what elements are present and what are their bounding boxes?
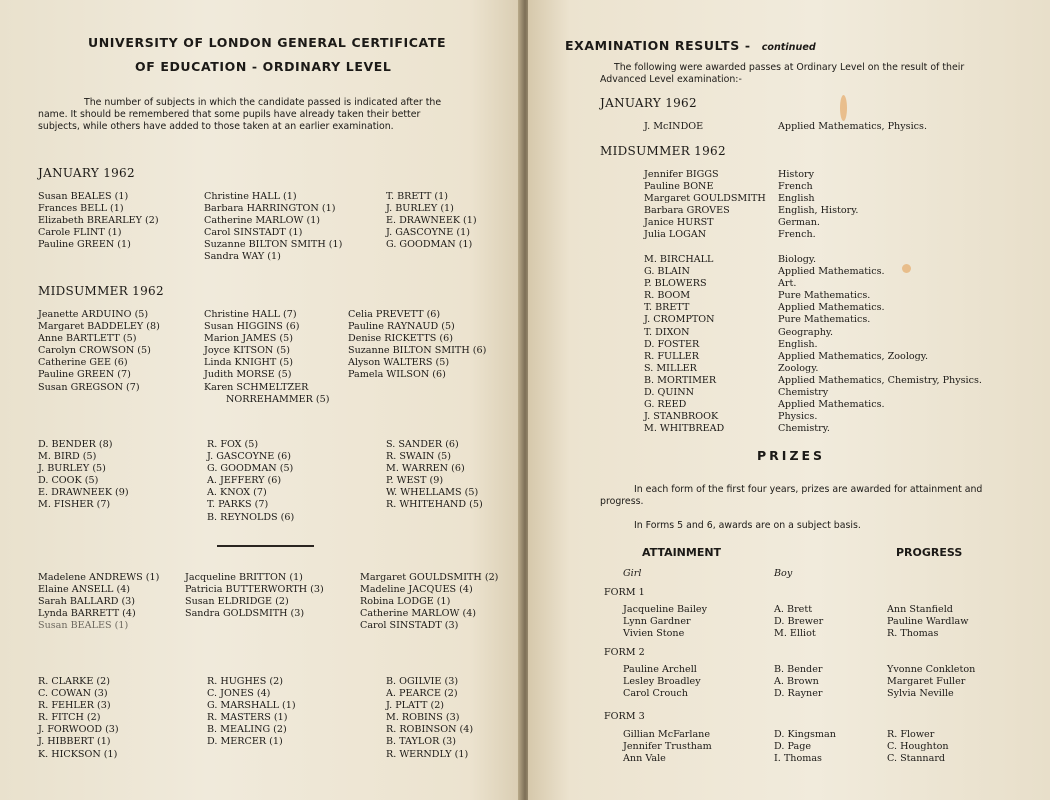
form-1-boys [774, 604, 823, 640]
name-entry: Vivien Stone [623, 628, 685, 640]
name-entry: A. JEFFERY (6) [207, 475, 282, 487]
name-entry: A. Brett [774, 604, 813, 615]
lower-boys-column-2 [207, 676, 296, 749]
subject-entry: Geography. [778, 326, 834, 338]
subject-entry: English [778, 193, 815, 205]
name-entry: Jeanette ARDUINO (5) [38, 309, 149, 320]
name-entry: R. SWAIN (5) [386, 451, 452, 463]
subject-entry: Applied Mathematics. [778, 399, 885, 411]
name-entry: J. CROMPTON [644, 314, 715, 326]
name-entry: M. Elliot [774, 628, 816, 640]
name-entry: G. GOODMAN (5) [207, 463, 294, 475]
name-entry: I. Thomas [774, 753, 822, 765]
form-3-girls [623, 729, 712, 765]
name-entry: T. PARKS (7) [207, 499, 269, 511]
subject-entry: English. [778, 338, 818, 350]
name-entry: R. Flower [887, 729, 935, 740]
name-entry: C. Houghton [887, 741, 949, 753]
form-3-progress [887, 729, 949, 765]
name-entry: Elaine ANSELL (4) [38, 584, 131, 596]
results-title [565, 35, 816, 54]
name-entry: D. Kingsman [774, 729, 836, 740]
name-entry: Catherine MARLOW (1) [204, 215, 321, 227]
name-entry: T. BRETT [644, 302, 690, 314]
name-entry: D. BENDER (8) [38, 439, 113, 450]
subject-entry: Pure Mathematics. [778, 290, 871, 302]
name-entry: J. PLATT (2) [386, 700, 445, 712]
subject-entry: History [778, 169, 814, 180]
name-entry: G. MARSHALL (1) [207, 700, 296, 712]
name-entry: Janice HURST [644, 217, 714, 229]
name-entry: Catherine GEE (6) [38, 357, 128, 369]
jan-column-1 [38, 191, 159, 251]
name-entry: R. BOOM [644, 290, 691, 302]
name-entry: Madeline JACQUES (4) [360, 584, 473, 596]
name-entry: M. WHITBREAD [644, 423, 725, 435]
results-jan-subjects [778, 121, 927, 133]
jan-column-3 [386, 191, 477, 251]
name-entry: Jacqueline Bailey [623, 604, 707, 615]
name-entry: J. STANBROOK [644, 411, 719, 423]
title-line-2: OF EDUCATION - ORDINARY LEVEL [135, 59, 392, 74]
attainment-label: ATTAINMENT [642, 546, 722, 559]
name-entry: G. BLAIN [644, 266, 690, 278]
name-entry: Pauline GREEN (7) [38, 369, 131, 381]
mid-boys-column-3 [386, 439, 483, 512]
name-entry: R. FITCH (2) [38, 712, 101, 724]
name-entry: R. FEHLER (3) [38, 700, 111, 712]
name-entry: Jennifer BIGGS [644, 169, 719, 180]
name-entry: R. CLARKE (2) [38, 676, 110, 687]
name-entry: E. DRAWNEEK (9) [38, 487, 129, 499]
name-entry: J. GASCOYNE (6) [207, 451, 291, 463]
results-jan-heading: JANUARY 1962 [600, 96, 697, 110]
name-entry: Margaret GOULDSMITH (2) [360, 572, 499, 583]
name-entry: T. DIXON [644, 326, 690, 338]
name-entry: Margaret BADDELEY (8) [38, 321, 160, 333]
name-entry: B. REYNOLDS (6) [207, 511, 295, 523]
name-entry: R. ROBINSON (4) [386, 724, 474, 736]
left-page [0, 0, 522, 800]
name-entry: D. QUINN [644, 387, 694, 399]
name-entry: R. Thomas [887, 628, 939, 640]
prizes-heading: PRIZES [757, 448, 826, 463]
subject-entry: Physics. [778, 411, 818, 423]
name-entry: Catherine MARLOW (4) [360, 608, 477, 620]
january-heading: JANUARY 1962 [38, 166, 135, 180]
title-line-1: UNIVERSITY OF LONDON GENERAL CERTIFICATE [88, 35, 447, 50]
subject-entry: Applied Mathematics, Physics. [778, 121, 927, 132]
name-entry: S. SANDER (6) [386, 439, 459, 450]
results-title-text: EXAMINATION RESULTS - [565, 38, 751, 53]
name-entry: J. BURLEY (5) [38, 463, 106, 475]
name-entry: J. BURLEY (1) [386, 203, 454, 215]
name-entry: Frances BELL (1) [38, 203, 124, 215]
name-entry: D. MERCER (1) [207, 736, 283, 748]
lower-boys-column-3 [386, 676, 473, 761]
name-entry: R. FOX (5) [207, 439, 259, 450]
name-entry: M. BIRCHALL [644, 254, 714, 265]
name-entry: W. WHELLAMS (5) [386, 487, 479, 499]
form-2-girls [623, 664, 701, 700]
name-entry: G. REED [644, 399, 687, 411]
name-entry: Pauline Wardlaw [887, 616, 969, 628]
name-entry: Pauline GREEN (1) [38, 239, 131, 251]
midsummer-heading: MIDSUMMER 1962 [38, 284, 164, 298]
name-entry: C. Stannard [887, 753, 946, 765]
name-entry: Elizabeth BREARLEY (2) [38, 215, 159, 227]
form-2-progress [887, 664, 975, 700]
name-entry: Susan BEALES (1) [38, 191, 129, 202]
form-2-label: FORM 2 [604, 647, 645, 658]
name-entry: K. HICKSON (1) [38, 748, 118, 760]
name-entry: M. WARREN (6) [386, 463, 465, 475]
name-entry: B. MORTIMER [644, 374, 717, 386]
lower-girls-column-1 [38, 572, 159, 632]
prizes-paragraph-2: In Forms 5 and 6, awards are on a subject basis. [634, 520, 861, 531]
prizes-paragraph-1-text: In each form of the first four years, prizes are awarded for attainment and progress. [600, 484, 983, 507]
results-intro-text: The following were awarded passes at Ordinary Level on the result of their Advanced Level examination:- [600, 62, 965, 85]
name-entry: D. COOK (5) [38, 475, 99, 487]
name-entry: Lynn Gardner [623, 616, 691, 628]
name-entry: Suzanne BILTON SMITH (1) [204, 239, 343, 251]
subject-entry: Applied Mathematics, Chemistry, Physics. [778, 374, 982, 386]
subject-entry: Applied Mathematics. [778, 302, 885, 314]
name-entry: Gillian McFarlane [623, 729, 711, 740]
results-mid-girls-names [644, 169, 766, 242]
form-1-girls [623, 604, 707, 640]
name-entry: R. HUGHES (2) [207, 676, 284, 687]
form-1-progress [887, 604, 968, 640]
name-entry: Carolyn CROWSON (5) [38, 345, 151, 357]
name-entry: NORREHAMMER (5) [226, 393, 330, 405]
results-mid-girls-subjects [778, 169, 858, 242]
name-entry: Susan GREGSON (7) [38, 381, 140, 393]
subject-entry: Zoology. [778, 362, 819, 374]
name-entry: R. WERNDLY (1) [386, 748, 469, 760]
name-entry: Pauline Archell [623, 664, 697, 675]
name-entry: Carol Crouch [623, 688, 688, 700]
name-entry: Carole FLINT (1) [38, 227, 122, 239]
name-entry: Karen SCHMELTZER [204, 381, 309, 393]
jan-column-2 [204, 191, 342, 264]
subject-entry: French. [778, 229, 816, 241]
subject-entry: Chemistry. [778, 423, 830, 435]
subject-entry: English, History. [778, 205, 859, 217]
name-entry: Sarah BALLARD (3) [38, 596, 136, 608]
name-entry: Celia PREVETT (6) [348, 309, 441, 320]
name-entry: Jacqueline BRITTON (1) [185, 572, 303, 583]
name-entry: B. OGILVIE (3) [386, 676, 459, 687]
name-entry: Robina LODGE (1) [360, 596, 451, 608]
name-entry: G. GOODMAN (1) [386, 239, 473, 251]
name-entry: Barbara HARRINGTON (1) [204, 203, 336, 215]
form-3-boys [774, 729, 836, 765]
name-entry: Susan BEALES (1) [38, 620, 129, 632]
name-entry: D. Brewer [774, 616, 824, 628]
name-entry: P. WEST (9) [386, 475, 444, 487]
name-entry: D. FOSTER [644, 338, 700, 350]
results-jan-names [644, 121, 703, 133]
mid-girls-column-2 [204, 309, 330, 406]
results-intro [600, 62, 1000, 86]
name-entry: M. BIRD (5) [38, 451, 97, 463]
name-entry: D. Page [774, 741, 812, 753]
subject-entry: Applied Mathematics. [778, 266, 885, 278]
name-entry: J. GASCOYNE (1) [386, 227, 470, 239]
name-entry: Anne BARTLETT (5) [38, 333, 137, 345]
name-entry: Marion JAMES (5) [204, 333, 294, 345]
name-entry: Margaret Fuller [887, 676, 966, 688]
name-entry: Carol SINSTADT (3) [360, 620, 459, 632]
name-entry: S. MILLER [644, 362, 697, 374]
name-entry: Jennifer Trustham [623, 741, 712, 753]
name-entry: J. McINDOE [644, 121, 704, 132]
prizes-paragraph-1 [600, 484, 1010, 508]
name-entry: R. WHITEHAND (5) [386, 499, 483, 511]
name-entry: Sandra GOLDSMITH (3) [185, 608, 305, 620]
name-entry: B. Bender [774, 664, 823, 675]
results-mid-heading: MIDSUMMER 1962 [600, 144, 726, 158]
name-entry: Barbara GROVES [644, 205, 730, 217]
name-entry: Ann Stanfield [887, 604, 953, 615]
name-entry: Susan ELDRIDGE (2) [185, 596, 289, 608]
divider-rule [217, 545, 314, 547]
name-entry: Patricia BUTTERWORTH (3) [185, 584, 324, 596]
name-entry: R. FULLER [644, 350, 700, 362]
lower-girls-column-2 [185, 572, 324, 620]
intro-paragraph: The number of subjects in which the candidate passed is indicated after the name. It should be remembered that some pupils have already taken their better subjects, while others have added to those taken at an earlier examination. [38, 97, 442, 132]
boy-label: Boy [774, 568, 793, 579]
name-entry: C. JONES (4) [207, 688, 271, 700]
subject-entry: Chemistry [778, 387, 829, 399]
name-entry: Margaret GOULDSMITH [644, 193, 766, 205]
name-entry: Pauline RAYNAUD (5) [348, 321, 455, 333]
name-entry: Madelene ANDREWS (1) [38, 572, 160, 583]
name-entry: Christine HALL (7) [204, 309, 297, 320]
form-2-boys [774, 664, 822, 700]
name-entry: Joyce KITSON (5) [204, 345, 290, 357]
lower-girls-column-3 [360, 572, 498, 632]
results-mid-boys-names [644, 254, 724, 435]
name-entry: A. PEARCE (2) [386, 688, 458, 700]
name-entry: Lesley Broadley [623, 676, 701, 688]
name-entry: Carol SINSTADT (1) [204, 227, 303, 239]
name-entry: Suzanne BILTON SMITH (6) [348, 345, 487, 357]
subject-entry: Biology. [778, 254, 817, 265]
name-entry: A. KNOX (7) [207, 487, 267, 499]
name-entry: M. FISHER (7) [38, 499, 111, 511]
name-entry: Ann Vale [623, 753, 666, 765]
form-3-label: FORM 3 [604, 711, 645, 722]
name-entry: B. TAYLOR (3) [386, 736, 456, 748]
results-title-suffix: continued [761, 42, 816, 53]
right-page [528, 0, 1050, 800]
name-entry: Pamela WILSON (6) [348, 369, 446, 381]
name-entry: A. Brown [774, 676, 819, 688]
subject-entry: German. [778, 217, 820, 229]
subject-entry: French [778, 181, 813, 193]
lower-boys-column-1 [38, 676, 119, 761]
name-entry: D. Rayner [774, 688, 823, 700]
subject-entry: Art. [778, 278, 797, 290]
name-entry: Julia LOGAN [644, 229, 707, 241]
name-entry: R. MASTERS (1) [207, 712, 288, 724]
name-entry: Yvonne Conkleton [887, 664, 976, 675]
name-entry: Sandra WAY (1) [204, 251, 281, 263]
name-entry: Lynda BARRETT (4) [38, 608, 136, 620]
name-entry: B. MEALING (2) [207, 724, 287, 736]
subject-entry: Pure Mathematics. [778, 314, 871, 326]
progress-label: PROGRESS [896, 546, 963, 559]
name-entry: P. BLOWERS [644, 278, 707, 290]
mid-boys-column-1 [38, 439, 129, 512]
name-entry: T. BRETT (1) [386, 191, 448, 202]
name-entry: J. HIBBERT (1) [38, 736, 111, 748]
name-entry: Sylvia Neville [887, 688, 954, 700]
results-mid-boys-subjects [778, 254, 982, 435]
subject-entry: Applied Mathematics, Zoology. [778, 350, 929, 362]
name-entry: Alyson WALTERS (5) [348, 357, 450, 369]
form-1-label: FORM 1 [604, 587, 645, 598]
name-entry: J. FORWOOD (3) [38, 724, 119, 736]
mid-boys-column-2 [207, 439, 294, 524]
name-entry: M. ROBINS (3) [386, 712, 460, 724]
name-entry: Christine HALL (1) [204, 191, 297, 202]
paper-stain [840, 95, 847, 121]
name-entry: Judith MORSE (5) [204, 369, 292, 381]
name-entry: E. DRAWNEEK (1) [386, 215, 477, 227]
name-entry: Susan HIGGINS (6) [204, 321, 300, 333]
girl-label: Girl [623, 568, 642, 579]
name-entry: Linda KNIGHT (5) [204, 357, 293, 369]
mid-girls-column-1 [38, 309, 160, 394]
name-entry: Pauline BONE [644, 181, 714, 193]
mid-girls-column-3 [348, 309, 486, 382]
name-entry: C. COWAN (3) [38, 688, 108, 700]
name-entry: Denise RICKETTS (6) [348, 333, 453, 345]
